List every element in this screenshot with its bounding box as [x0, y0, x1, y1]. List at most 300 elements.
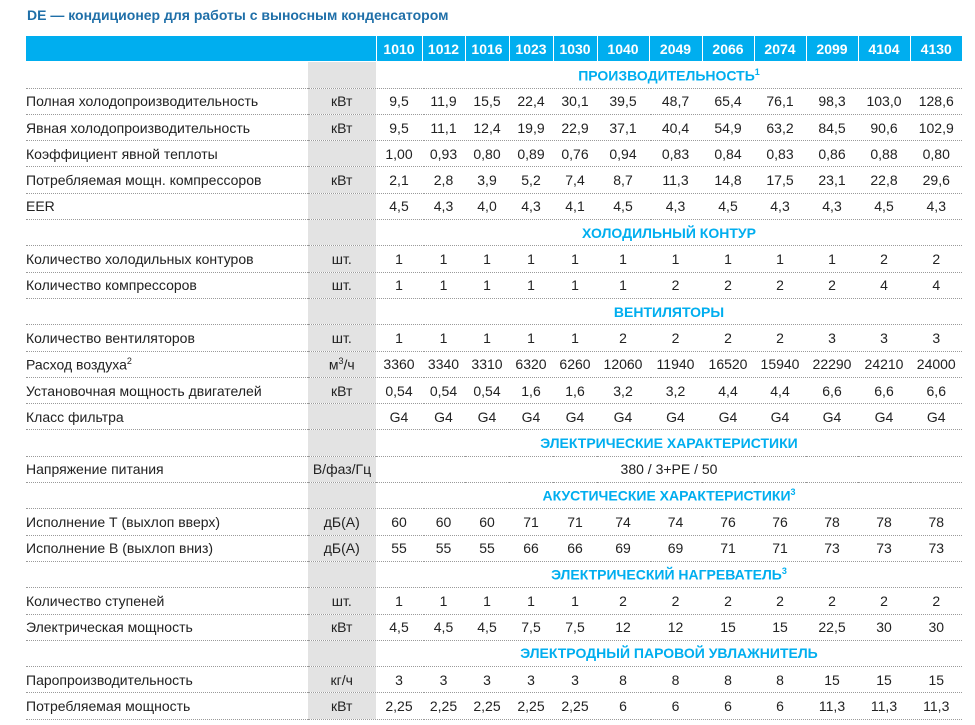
table-cell: 5,2: [509, 167, 553, 193]
table-cell: 76: [702, 509, 754, 535]
section-heading: [376, 430, 962, 456]
table-cell: 63,2: [754, 114, 806, 140]
table-cell: 4,5: [702, 193, 754, 219]
table-cell: 71: [509, 509, 553, 535]
table-row: [26, 114, 962, 140]
table-cell: 54,9: [702, 114, 754, 140]
row-unit-cell: [308, 246, 376, 272]
row-unit-cell: [308, 325, 376, 351]
table-cell: 3: [806, 325, 858, 351]
table-cell: 22,8: [858, 167, 910, 193]
table-cell: 1: [465, 325, 509, 351]
row-unit-superscript: 3: [338, 355, 344, 366]
table-row: [26, 614, 962, 640]
model-header: 1012: [422, 36, 465, 62]
table-cell: 7,5: [509, 614, 553, 640]
table-cell: 15: [754, 614, 806, 640]
row-name-cell: [26, 404, 308, 430]
table-cell: 12: [649, 614, 702, 640]
table-cell: 60: [376, 509, 422, 535]
table-cell: 0,54: [376, 377, 422, 403]
table-cell: 7,5: [553, 614, 597, 640]
table-cell: 0,88: [858, 141, 910, 167]
table-cell: 2: [754, 272, 806, 298]
section-label: АКУСТИЧЕСКИЕ ХАРАКТЕРИСТИКИ: [542, 488, 791, 505]
row-name: Расход воздуха: [26, 356, 127, 373]
table-cell: 3360: [376, 351, 422, 377]
header-blank: [26, 36, 308, 62]
table-cell: 15: [702, 614, 754, 640]
table-cell: 66: [509, 535, 553, 561]
table-cell: 73: [858, 535, 910, 561]
section-heading: [376, 220, 962, 246]
table-cell: 2: [649, 588, 702, 614]
table-cell: 1: [553, 325, 597, 351]
model-header: 1023: [509, 36, 553, 62]
table-cell: 76,1: [754, 88, 806, 114]
section-label: ЭЛЕКТРОДНЫЙ ПАРОВОЙ УВЛАЖНИТЕЛЬ: [520, 645, 818, 662]
row-unit-cell: [308, 351, 376, 377]
section-name-blank: [26, 220, 308, 246]
table-cell: 4,1: [553, 193, 597, 219]
table-cell: 1: [597, 246, 649, 272]
row-name-cell: [26, 141, 308, 167]
table-header-row: [26, 36, 962, 62]
row-name: Количество ступеней: [26, 592, 165, 609]
table-cell: 15: [858, 667, 910, 693]
table-cell: 2,25: [465, 693, 509, 719]
table-cell: 11,3: [910, 693, 962, 719]
table-cell: 2: [858, 588, 910, 614]
row-unit-cell: [308, 114, 376, 140]
table-cell: 15,5: [465, 88, 509, 114]
spec-table: [26, 36, 962, 720]
section-label: ХОЛОДИЛЬНЫЙ КОНТУР: [582, 224, 756, 241]
table-cell: 90,6: [858, 114, 910, 140]
table-cell: 22290: [806, 351, 858, 377]
model-header: 2066: [702, 36, 754, 62]
table-cell: 37,1: [597, 114, 649, 140]
row-unit-cell: [308, 404, 376, 430]
row-name-cell: [26, 693, 308, 719]
table-cell: 30: [910, 614, 962, 640]
row-unit: шт.: [331, 251, 352, 268]
section-name-blank: [26, 298, 308, 324]
table-cell: G4: [910, 404, 962, 430]
table-row: [26, 377, 962, 403]
section-heading: [376, 561, 962, 587]
table-cell: 29,6: [910, 167, 962, 193]
table-cell: 3: [509, 667, 553, 693]
table-cell: 74: [597, 509, 649, 535]
table-cell: 1: [754, 246, 806, 272]
section-label: ВЕНТИЛЯТОРЫ: [613, 303, 725, 320]
table-cell: 8,7: [597, 167, 649, 193]
table-cell: 1: [376, 246, 422, 272]
table-cell: 2: [702, 325, 754, 351]
table-row: [26, 404, 962, 430]
table-cell: 3,9: [465, 167, 509, 193]
table-cell: 30: [858, 614, 910, 640]
table-cell: 1: [509, 272, 553, 298]
table-row: [26, 325, 962, 351]
section-row-humid: [26, 640, 962, 666]
row-name-cell: [26, 193, 308, 219]
row-name: Потребляемая мощность: [26, 698, 191, 715]
table-cell: 2: [858, 246, 910, 272]
table-row: [26, 667, 962, 693]
table-cell: 1: [553, 272, 597, 298]
row-unit-cell: [308, 193, 376, 219]
table-row: [26, 141, 962, 167]
table-cell: 6: [597, 693, 649, 719]
table-cell: 1: [422, 588, 465, 614]
table-cell: 2,25: [422, 693, 465, 719]
table-cell: 4,3: [754, 193, 806, 219]
row-unit: кг/ч: [330, 671, 353, 688]
table-cell: G4: [376, 404, 422, 430]
table-cell: 60: [422, 509, 465, 535]
row-unit-cell: [308, 509, 376, 535]
row-name: EER: [26, 198, 55, 215]
table-cell: 4,5: [858, 193, 910, 219]
section-heading: [376, 640, 962, 666]
section-unit-blank: [308, 62, 376, 88]
table-cell: 15: [910, 667, 962, 693]
table-cell: G4: [702, 404, 754, 430]
table-cell: 6: [754, 693, 806, 719]
row-name: Паропроизводительность: [26, 671, 193, 688]
section-label: ЭЛЕКТРИЧЕСКИЕ ХАРАКТЕРИСТИКИ: [540, 435, 798, 452]
table-cell: G4: [806, 404, 858, 430]
table-cell: 1: [422, 272, 465, 298]
table-row: [26, 456, 962, 482]
table-cell: G4: [422, 404, 465, 430]
table-cell: 1: [702, 246, 754, 272]
table-cell: 2: [649, 325, 702, 351]
table-cell: 2: [754, 325, 806, 351]
table-cell: 4,5: [376, 193, 422, 219]
row-unit-cell: [308, 693, 376, 719]
section-name-blank: [26, 430, 308, 456]
model-header: 2099: [806, 36, 858, 62]
table-cell: 9,5: [376, 88, 422, 114]
table-cell: 40,4: [649, 114, 702, 140]
row-unit: кВт: [331, 619, 353, 636]
row-name: Количество вентиляторов: [26, 329, 195, 346]
table-cell: 22,5: [806, 614, 858, 640]
table-cell: 66: [553, 535, 597, 561]
table-cell: 48,7: [649, 88, 702, 114]
table-cell: 12: [597, 614, 649, 640]
section-unit-blank: [308, 298, 376, 324]
section-name-blank: [26, 640, 308, 666]
row-name-cell: [26, 588, 308, 614]
table-cell: 2,25: [509, 693, 553, 719]
table-cell: 4,3: [910, 193, 962, 219]
table-cell: 7,4: [553, 167, 597, 193]
table-cell: 1: [422, 325, 465, 351]
row-name-cell: [26, 246, 308, 272]
table-cell: 11,3: [858, 693, 910, 719]
row-name: Явная холодопроизводительность: [26, 119, 251, 136]
section-name-blank: [26, 561, 308, 587]
table-cell: 6320: [509, 351, 553, 377]
table-cell: 2,8: [422, 167, 465, 193]
table-cell: 2,25: [553, 693, 597, 719]
table-cell: 1: [376, 272, 422, 298]
row-name-cell: [26, 535, 308, 561]
table-cell: 128,6: [910, 88, 962, 114]
table-cell: 78: [910, 509, 962, 535]
section-name-blank: [26, 483, 308, 509]
table-cell: 24210: [858, 351, 910, 377]
table-cell: G4: [465, 404, 509, 430]
section-unit-blank: [308, 430, 376, 456]
table-cell: 11940: [649, 351, 702, 377]
row-name-cell: [26, 325, 308, 351]
table-cell: 1: [509, 246, 553, 272]
table-cell: 24000: [910, 351, 962, 377]
table-cell: 76: [754, 509, 806, 535]
table-row: [26, 693, 962, 719]
table-cell: 55: [376, 535, 422, 561]
table-cell: 15: [806, 667, 858, 693]
row-name: Исполнение В (выхлоп вниз): [26, 540, 214, 557]
table-cell: 55: [422, 535, 465, 561]
table-cell: 3: [553, 667, 597, 693]
table-cell: 2: [806, 588, 858, 614]
table-cell: 4,5: [465, 614, 509, 640]
section-row-perf: [26, 62, 962, 88]
table-cell: 103,0: [858, 88, 910, 114]
table-cell: 6260: [553, 351, 597, 377]
table-cell: 71: [553, 509, 597, 535]
section-row-acoustic: [26, 483, 962, 509]
header-unit-blank: [308, 36, 376, 62]
table-cell: 1: [553, 588, 597, 614]
table-cell: 4,3: [509, 193, 553, 219]
table-cell: 98,3: [806, 88, 858, 114]
table-cell: G4: [754, 404, 806, 430]
table-cell: 11,9: [422, 88, 465, 114]
model-header: 1040: [597, 36, 649, 62]
table-cell: G4: [597, 404, 649, 430]
table-cell: 65,4: [702, 88, 754, 114]
model-header: 4104: [858, 36, 910, 62]
table-cell: 0,84: [702, 141, 754, 167]
model-header: 1016: [465, 36, 509, 62]
table-cell: 69: [649, 535, 702, 561]
table-cell: 0,86: [806, 141, 858, 167]
table-cell: 8: [702, 667, 754, 693]
table-cell: 2: [910, 588, 962, 614]
row-name: Электрическая мощность: [26, 619, 193, 636]
table-cell: 14,8: [702, 167, 754, 193]
table-row: [26, 88, 962, 114]
spec-table-body: [26, 36, 962, 719]
table-cell: 23,1: [806, 167, 858, 193]
table-cell: 8: [754, 667, 806, 693]
table-cell: 4,5: [376, 614, 422, 640]
row-unit: кВт: [331, 93, 353, 110]
section-row-heater: [26, 561, 962, 587]
table-cell: 6: [649, 693, 702, 719]
table-cell: G4: [553, 404, 597, 430]
row-unit-tail: /ч: [343, 356, 355, 373]
section-unit-blank: [308, 640, 376, 666]
table-row: [26, 272, 962, 298]
section-unit-blank: [308, 483, 376, 509]
table-row: [26, 588, 962, 614]
row-name-cell: [26, 88, 308, 114]
table-cell: 4,5: [422, 614, 465, 640]
table-cell: 2: [806, 272, 858, 298]
table-cell: 0,83: [754, 141, 806, 167]
model-header: 2074: [754, 36, 806, 62]
table-cell: 22,9: [553, 114, 597, 140]
table-cell: 11,1: [422, 114, 465, 140]
row-value: 380 / 3+PE / 50: [376, 456, 962, 482]
row-unit: кВт: [331, 382, 353, 399]
table-cell: 0,83: [649, 141, 702, 167]
table-cell: 2: [910, 246, 962, 272]
table-cell: 1: [649, 246, 702, 272]
table-cell: 1: [422, 246, 465, 272]
row-name-cell: [26, 614, 308, 640]
row-unit: дБ(А): [323, 540, 360, 557]
row-name-cell: [26, 272, 308, 298]
table-cell: 4,3: [422, 193, 465, 219]
table-cell: 30,1: [553, 88, 597, 114]
section-row-fans: [26, 298, 962, 324]
table-cell: 73: [806, 535, 858, 561]
table-cell: 2: [702, 272, 754, 298]
table-cell: 1: [553, 246, 597, 272]
table-cell: 1: [465, 272, 509, 298]
table-cell: 74: [649, 509, 702, 535]
table-cell: 4: [858, 272, 910, 298]
row-unit: В/фаз/Гц: [308, 456, 376, 482]
table-cell: 71: [702, 535, 754, 561]
table-cell: 19,9: [509, 114, 553, 140]
table-cell: 4,5: [597, 193, 649, 219]
table-cell: 9,5: [376, 114, 422, 140]
section-label: ЭЛЕКТРИЧЕСКИЙ НАГРЕВАТЕЛЬ: [551, 566, 782, 583]
section-footnote: 1: [754, 66, 760, 77]
row-name: Установочная мощность двигателей: [26, 382, 262, 399]
table-row: [26, 167, 962, 193]
table-cell: G4: [509, 404, 553, 430]
table-cell: 39,5: [597, 88, 649, 114]
table-cell: 1,6: [509, 377, 553, 403]
table-cell: 2,1: [376, 167, 422, 193]
row-name-cell: [26, 377, 308, 403]
table-cell: 8: [649, 667, 702, 693]
table-cell: 1: [597, 272, 649, 298]
table-cell: 2: [649, 272, 702, 298]
table-cell: 3: [858, 325, 910, 351]
row-name: Напряжение питания: [26, 456, 308, 482]
row-unit: кВт: [331, 172, 353, 189]
table-cell: 2,25: [376, 693, 422, 719]
table-cell: 0,80: [910, 141, 962, 167]
row-name: Класс фильтра: [26, 408, 124, 425]
model-header: 4130: [910, 36, 962, 62]
row-name-footnote: 2: [126, 355, 132, 366]
table-cell: 0,89: [509, 141, 553, 167]
table-cell: 102,9: [910, 114, 962, 140]
row-name: Количество холодильных контуров: [26, 251, 254, 268]
row-name-cell: [26, 114, 308, 140]
table-cell: 60: [465, 509, 509, 535]
table-cell: 1,6: [553, 377, 597, 403]
table-cell: 0,93: [422, 141, 465, 167]
table-cell: 0,76: [553, 141, 597, 167]
table-cell: 11,3: [649, 167, 702, 193]
page-title: DE — кондиционер для работы с выносным конденсатором: [27, 7, 449, 23]
row-unit-cell: [308, 588, 376, 614]
table-cell: 1: [465, 246, 509, 272]
table-cell: 2: [702, 588, 754, 614]
section-name-blank: [26, 62, 308, 88]
row-unit-cell: [308, 141, 376, 167]
row-name-cell: [26, 509, 308, 535]
section-unit-blank: [308, 220, 376, 246]
table-cell: 12,4: [465, 114, 509, 140]
table-cell: 6: [702, 693, 754, 719]
row-unit: дБ(А): [323, 513, 360, 530]
section-row-circuit: [26, 220, 962, 246]
row-name-cell: [26, 167, 308, 193]
section-heading: [376, 298, 962, 324]
table-cell: 0,80: [465, 141, 509, 167]
table-cell: 78: [806, 509, 858, 535]
table-cell: 6,6: [806, 377, 858, 403]
row-unit: шт.: [331, 329, 352, 346]
table-cell: 1: [465, 588, 509, 614]
table-cell: 3: [422, 667, 465, 693]
table-cell: 3: [376, 667, 422, 693]
table-cell: 6,6: [910, 377, 962, 403]
table-row: [26, 535, 962, 561]
table-cell: 0,54: [422, 377, 465, 403]
row-name-cell: [26, 667, 308, 693]
row-name-cell: [26, 351, 308, 377]
model-header: 1030: [553, 36, 597, 62]
row-unit-cell: [308, 667, 376, 693]
table-cell: 2: [597, 325, 649, 351]
section-unit-blank: [308, 561, 376, 587]
table-cell: 4,0: [465, 193, 509, 219]
table-cell: 2: [754, 588, 806, 614]
section-heading: [376, 483, 962, 509]
table-cell: 4: [910, 272, 962, 298]
table-cell: 15940: [754, 351, 806, 377]
table-cell: 3,2: [649, 377, 702, 403]
row-name: Количество компрессоров: [26, 277, 197, 294]
row-unit: шт.: [331, 592, 352, 609]
row-unit-cell: [308, 377, 376, 403]
table-cell: 3310: [465, 351, 509, 377]
table-row: [26, 351, 962, 377]
row-unit-cell: [308, 535, 376, 561]
table-cell: 11,3: [806, 693, 858, 719]
section-footnote: 3: [790, 487, 796, 498]
table-cell: 78: [858, 509, 910, 535]
table-cell: 16520: [702, 351, 754, 377]
section-heading: [376, 62, 962, 88]
